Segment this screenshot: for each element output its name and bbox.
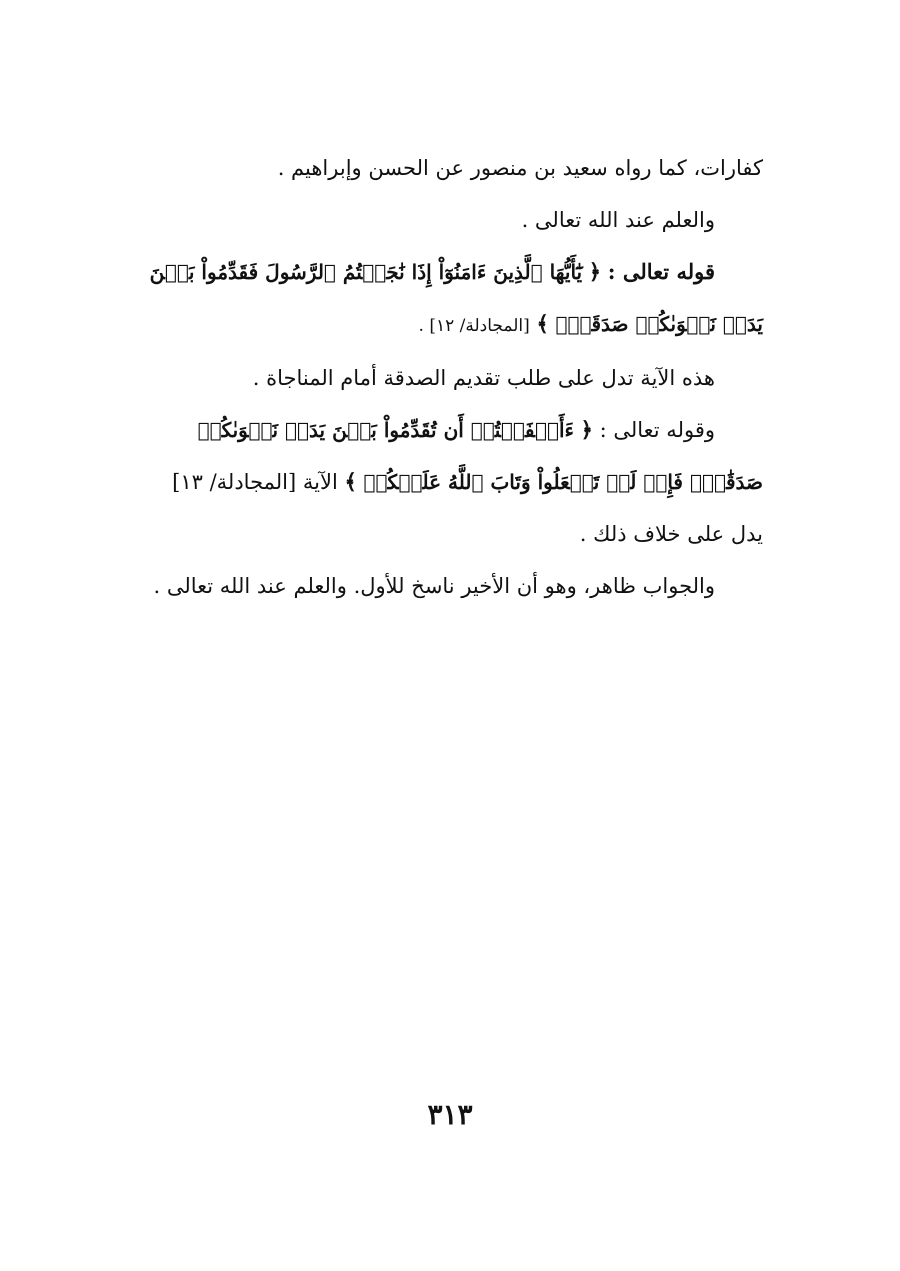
verse-13-text: ءَأَشۡفَقۡتُمۡ أَن تُقَدِّمُواْ بَيۡنَ يَدَيۡ نَجۡوَىٰكُمۡ صَدَقَٰتٖۚ فَإِذۡ لَمۡ تَفۡعَلُواْ وَتَابَ ٱللَّهُ عَلَيۡكُمۡ — [197, 418, 763, 494]
paragraph-verse-13 — [138, 404, 763, 560]
verse-12-open-bracket: ﴿ — [588, 259, 602, 284]
page-number: ٣١٣ — [427, 1098, 473, 1131]
verse-12-lead: قوله تعالى : — [607, 259, 715, 284]
paragraph-kaffarat — [138, 142, 763, 194]
closing-formula-text: والعلم عند الله تعالى . — [521, 208, 715, 232]
verse-13-lead: وقوله تعالى : — [599, 418, 715, 442]
paragraph-verse-interpretation — [138, 352, 763, 404]
paragraph-kaffarat-text: كفارات، كما رواه سعيد بن منصور عن الحسن وإبراهيم . — [277, 156, 763, 180]
verse-interpretation-text: هذه الآية تدل على طلب تقديم الصدقة أمام المناجاة . — [252, 366, 715, 390]
paragraph-verse-12 — [138, 246, 763, 352]
verse-13-tail: الآية [المجادلة/ ١٣] يدل على خلاف ذلك . — [172, 470, 763, 546]
answer-text: والجواب ظاهر، وهو أن الأخير ناسخ للأول. والعلم عند الله تعالى . — [153, 574, 715, 598]
verse-13-open-bracket: ﴿ — [580, 417, 593, 442]
body-text — [138, 142, 763, 612]
verse-12-reference: [المجادلة/ ١٢] . — [418, 316, 530, 336]
verse-13-close-bracket: ﴾ — [344, 469, 357, 494]
verse-12-text: يَٰٓأَيُّهَا ٱلَّذِينَ ءَامَنُوٓاْ إِذَا نَٰجَيۡتُمُ ٱلرَّسُولَ فَقَدِّمُواْ بَيۡنَ يَدَيۡ نَجۡوَىٰكُمۡ صَدَقَةٗۚ — [149, 260, 763, 336]
verse-12-close-bracket: ﴾ — [536, 311, 549, 336]
paragraph-answer — [138, 560, 763, 612]
paragraph-closing-formula — [138, 194, 763, 246]
